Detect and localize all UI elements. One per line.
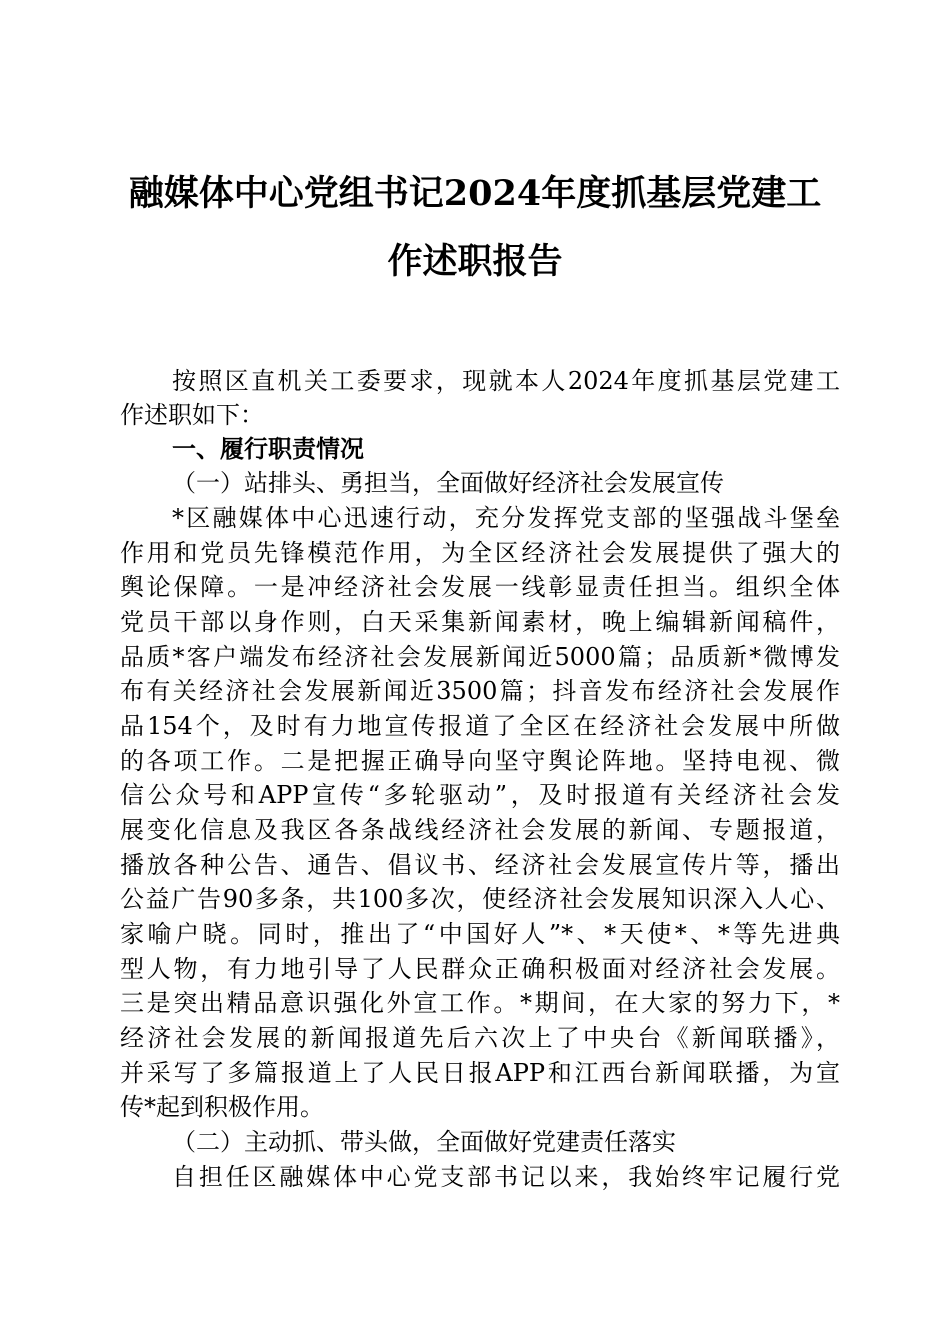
- body-line: 信公众号和APP宣传“多轮驱动”，及时报道有关经济社会发: [120, 781, 840, 809]
- body-line: 的各项工作。二是把握正确导向坚守舆论阵地。坚持电视、微: [120, 747, 840, 775]
- body-line: 作用和党员先锋模范作用，为全区经济社会发展提供了强大的: [120, 539, 840, 567]
- body-line: 党员干部以身作则，白天采集新闻素材，晚上编辑新闻稿件，: [120, 608, 840, 636]
- body-line: 型人物，有力地引导了人民群众正确积极面对经济社会发展。: [120, 955, 840, 983]
- body-line: *区融媒体中心迅速行动，充分发挥党支部的坚强战斗堡垒: [172, 504, 840, 532]
- body-line: 并采写了多篇报道上了人民日报APP和江西台新闻联播，为宣: [120, 1059, 840, 1087]
- document-title-line-2: 作述职报告: [387, 241, 563, 282]
- body-line: 公益广告90多条，共100多次，使经济社会发展知识深入人心、: [120, 885, 840, 913]
- body-line: 品154个，及时有力地宣传报道了全区在经济社会发展中所做: [120, 712, 840, 740]
- body-line: 三是突出精品意识强化外宣工作。*期间，在大家的努力下，*: [120, 989, 840, 1017]
- body-line: 布有关经济社会发展新闻近3500篇；抖音发布经济社会发展作: [120, 677, 840, 705]
- body-line: 家喻户晓。同时，推出了“中国好人”*、*天使*、*等先进典: [120, 920, 840, 948]
- section-heading-1: 一、履行职责情况: [172, 435, 364, 463]
- body-line: 自担任区融媒体中心党支部书记以来，我始终牢记履行党: [172, 1163, 840, 1191]
- subsection-heading-1: （一）站排头、勇担当，全面做好经济社会发展宣传: [172, 469, 724, 497]
- body-line: 品质*客户端发布经济社会发展新闻近5000篇；品质新*微博发: [120, 643, 840, 671]
- body-line: 按照区直机关工委要求，现就本人2024年度抓基层党建工: [172, 367, 840, 395]
- subsection-heading-2: （二）主动抓、带头做，全面做好党建责任落实: [172, 1128, 676, 1156]
- body-line: 播放各种公告、通告、倡议书、经济社会发展宣传片等，播出: [120, 851, 840, 879]
- body-line: 舆论保障。一是冲经济社会发展一线彰显责任担当。组织全体: [120, 573, 840, 601]
- body-line: 作述职如下：: [120, 401, 264, 429]
- body-line: 展变化信息及我区各条战线经济社会发展的新闻、专题报道，: [120, 816, 840, 844]
- body-line: 经济社会发展的新闻报道先后六次上了中央台《新闻联播》，: [120, 1024, 840, 1052]
- body-line: 传*起到积极作用。: [120, 1093, 324, 1121]
- document-title-line-1: 融媒体中心党组书记2024年度抓基层党建工: [128, 173, 822, 214]
